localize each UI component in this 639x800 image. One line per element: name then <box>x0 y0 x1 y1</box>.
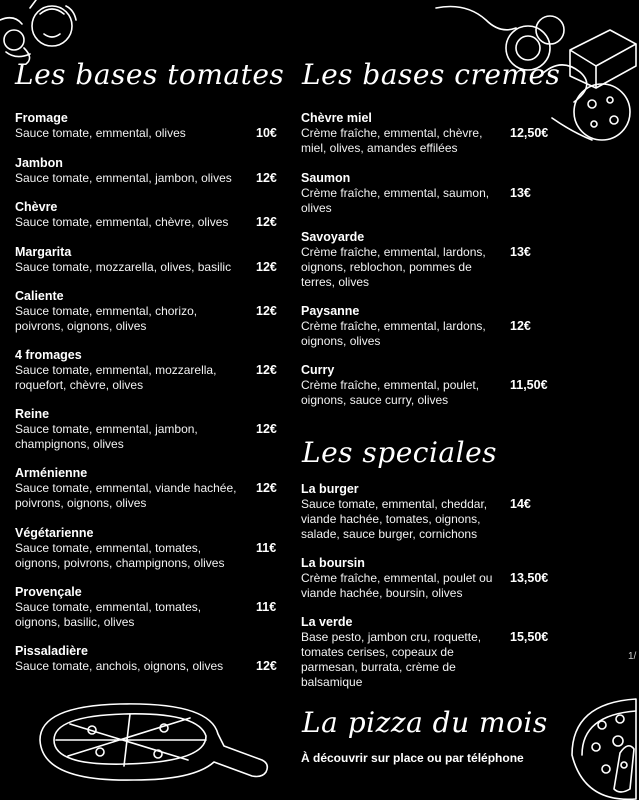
item-price: 13,50€ <box>510 571 549 585</box>
item-name: Chèvre <box>15 200 58 214</box>
item-desc: Sauce tomate, emmental, tomates, oignons, basilic, olives <box>15 600 202 629</box>
pizza-du-mois-note: À découvrir sur place ou par téléphone <box>301 751 524 765</box>
item-name: Végétarienne <box>15 526 94 540</box>
menu-item <box>15 348 277 393</box>
item-name: Reine <box>15 407 50 421</box>
item-price: 12€ <box>256 215 277 229</box>
item-price: 12€ <box>510 319 531 333</box>
page-number: 1/ <box>628 651 637 662</box>
item-desc: Sauce tomate, emmental, viande hachée, poivrons, oignons, olives <box>15 481 237 510</box>
item-price: 12€ <box>256 363 277 377</box>
item-price: 12€ <box>256 171 277 185</box>
item-name: Caliente <box>15 289 64 303</box>
menu-item <box>301 304 531 349</box>
item-name: La burger <box>301 482 359 496</box>
item-desc: Sauce tomate, anchois, oignons, olives <box>15 659 224 673</box>
item-desc: Sauce tomate, emmental, mozzarella, roquefort, chèvre, olives <box>15 363 217 392</box>
section-title-cremes: Les bases cremes <box>302 58 561 91</box>
item-name: Margarita <box>15 245 72 259</box>
item-price: 12€ <box>256 481 277 495</box>
item-desc: Base pesto, jambon cru, roquette, tomates cerises, copeaux de parmesan, burrata, crème de balsamique <box>301 630 482 689</box>
menu-item <box>301 230 531 290</box>
item-name: Provençale <box>15 585 82 599</box>
item-desc: Crème fraîche, emmental, lardons, oignons, olives <box>301 319 486 348</box>
item-desc: Crème fraîche, emmental, saumon, olives <box>301 186 490 215</box>
item-price: 12€ <box>256 260 277 274</box>
item-price: 10€ <box>256 126 277 140</box>
menu-item <box>15 200 277 230</box>
item-name: La boursin <box>301 556 365 570</box>
item-name: Saumon <box>301 171 351 185</box>
item-desc: Crème fraîche, emmental, poulet, oignons, sauce curry, olives <box>301 378 480 407</box>
item-price: 11,50€ <box>510 378 548 392</box>
item-price: 13€ <box>510 186 531 200</box>
menu-item <box>15 156 277 186</box>
item-price: 13€ <box>510 245 531 259</box>
item-name: Jambon <box>15 156 63 170</box>
item-desc: Sauce tomate, emmental, chorizo, poivrons, oignons, olives <box>15 304 198 333</box>
menu-item <box>301 482 531 542</box>
item-name: Arménienne <box>15 466 88 480</box>
menu-item <box>15 407 277 452</box>
pizza-slice-illustration <box>562 695 639 800</box>
item-name: Savoyarde <box>301 230 365 244</box>
menu-item <box>301 615 549 690</box>
item-desc: Crème fraîche, emmental, lardons, oignons, reblochon, pommes de terres, olives <box>301 245 486 289</box>
menu-item <box>15 245 277 275</box>
section-title-speciales: Les speciales <box>302 436 498 469</box>
item-name: Paysanne <box>301 304 360 318</box>
item-desc: Sauce tomate, emmental, tomates, oignons, poivrons, champignons, olives <box>15 541 225 570</box>
item-desc: Sauce tomate, emmental, cheddar, viande hachée, tomates, oignons, salade, sauce burger, cornichons <box>301 497 488 541</box>
item-desc: Sauce tomate, emmental, chèvre, olives <box>15 215 229 229</box>
menu-item <box>301 111 549 156</box>
section-title-tomates: Les bases tomates <box>15 58 285 91</box>
menu-item <box>301 363 548 408</box>
item-desc: Sauce tomate, mozzarella, olives, basilic <box>15 260 232 274</box>
item-name: Fromage <box>15 111 68 125</box>
vegetables-illustration <box>0 0 80 66</box>
item-price: 11€ <box>256 541 277 555</box>
item-price: 14€ <box>510 497 531 511</box>
item-name: Chèvre miel <box>301 111 372 125</box>
menu-item <box>15 585 277 630</box>
section-title-mois: La pizza du mois <box>302 706 548 739</box>
item-price: 12€ <box>256 304 277 318</box>
menu-item <box>15 111 277 141</box>
item-price: 15,50€ <box>510 630 549 644</box>
item-desc: Sauce tomate, emmental, jambon, champignons, olives <box>15 422 198 451</box>
menu-item <box>15 289 277 334</box>
menu-item <box>301 556 549 601</box>
item-desc: Crème fraîche, emmental, poulet ou viande hachée, boursin, olives <box>301 571 493 600</box>
item-name: La verde <box>301 615 353 629</box>
item-price: 11€ <box>256 600 277 614</box>
pizza-board-illustration <box>30 700 270 790</box>
item-name: Pissaladière <box>15 644 88 658</box>
item-price: 12€ <box>256 659 277 673</box>
menu-item <box>301 171 531 216</box>
item-desc: Crème fraîche, emmental, chèvre, miel, olives, amandes effilées <box>301 126 483 155</box>
menu-item <box>15 466 277 511</box>
item-name: Curry <box>301 363 335 377</box>
menu-item <box>15 526 277 571</box>
item-desc: Sauce tomate, emmental, jambon, olives <box>15 171 232 185</box>
item-name: 4 fromages <box>15 348 82 362</box>
item-price: 12,50€ <box>510 126 549 140</box>
menu-item <box>15 644 277 674</box>
item-desc: Sauce tomate, emmental, olives <box>15 126 186 140</box>
item-price: 12€ <box>256 422 277 436</box>
